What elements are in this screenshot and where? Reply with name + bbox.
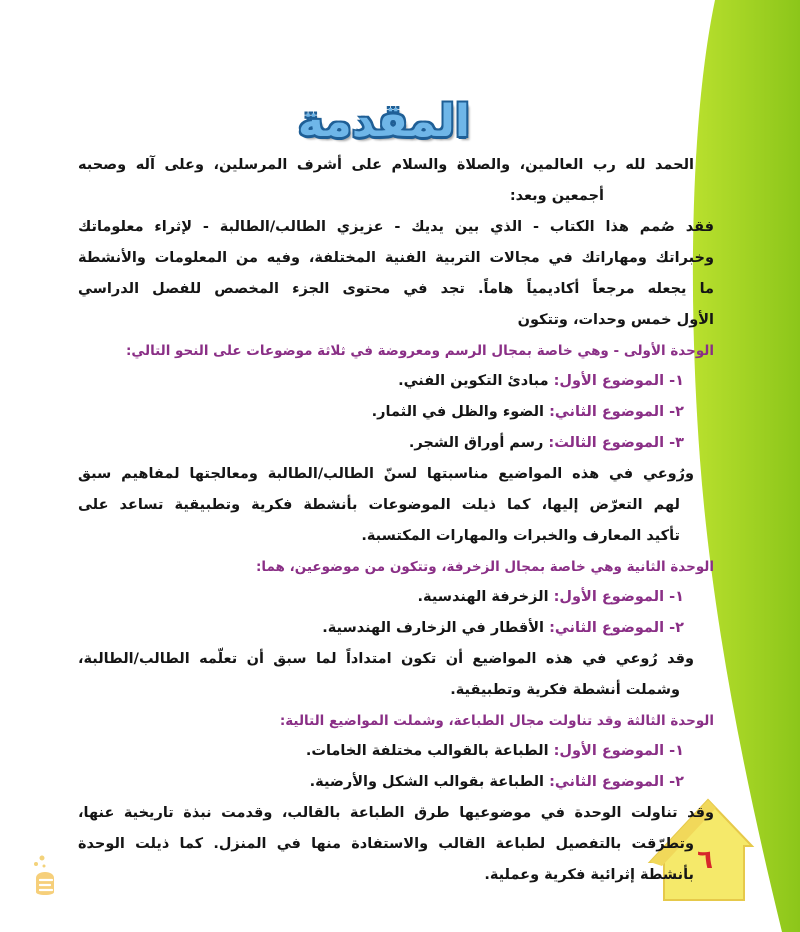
topic-label: ١- الموضوع الأول: (553, 589, 684, 605)
paragraph-line: أجمعين وبعد: (509, 188, 604, 204)
topic-label: ١- الموضوع الأول: (553, 743, 684, 759)
unit-heading: الوحدة الثالثة وقد تناولت مجال الطباعة، وشملت المواضيع التالية: (279, 713, 714, 729)
paragraph-line: لهم التعرّض إليها، كما ذيلت الموضوعات بأنشطة فكرية وتطبيقية تساعد على (78, 497, 680, 513)
paragraph-line: بأنشطة إثرائية فكرية وعملية. (484, 867, 694, 883)
paragraph-line: فقد صُمم هذا الكتاب - الذي بين يديك - عزيزي الطالب/الطالبة - لإثراء معلوماتك (78, 219, 714, 235)
unit-heading: الوحدة الأولى - وهي خاصة بمجال الرسم ومعروضة في ثلاثة موضوعات على النحو التالي: (125, 343, 714, 359)
paragraph-line: وقد تناولت الوحدة في موضوعيها طرق الطباعة بالقالب، وقدمت نبذة تاريخية عنها، (78, 805, 714, 821)
topic-text: الطباعة بالقوالب مختلفة الخامات. (305, 743, 549, 759)
paragraph-line: الأول خمس وحدات، وتتكون (517, 312, 714, 328)
unit-heading: الوحدة الثانية وهي خاصة بمجال الزخرفة، وتتكون من موضوعين، هما: (256, 559, 714, 575)
topic-label: ٣- الموضوع الثالث: (548, 435, 684, 451)
paragraph-line: وخبراتك ومهاراتك في مجالات التربية الفنية المختلفة، وفيه من المعلومات والأنشطة (78, 250, 714, 266)
topic-text: الطباعة بقوالب الشكل والأرضية. (309, 774, 545, 790)
page-title: المقدمة (297, 96, 470, 147)
paragraph-line: ما يجعله مرجعاً أكاديمياً هاماً. تجد في محتوى الجزء المخصص للفصل الدراسي (78, 281, 714, 297)
list-item (78, 767, 684, 798)
introduction-body (78, 150, 714, 891)
paragraph-line: الحمد لله رب العالمين، والصلاة والسلام على أشرف المرسلين، وعلى آله وصحبه (78, 157, 694, 173)
topic-label: ٢- الموضوع الثاني: (549, 404, 684, 420)
list-item (78, 366, 684, 397)
list-item (78, 613, 684, 644)
topic-text: مبادئ التكوين الفني. (398, 373, 549, 389)
topic-label: ٢- الموضوع الثاني: (549, 620, 684, 636)
list-item (78, 397, 684, 428)
paragraph-line: ورُوعي في هذه المواضيع مناسبتها لسنّ الطالب/الطالبة ومعالجتها لمفاهيم سبق (78, 466, 694, 482)
list-item (78, 428, 684, 459)
topic-text: الزخرفة الهندسية. (417, 589, 549, 605)
page-number: ٦ (697, 845, 713, 875)
paragraph-line: وشملت أنشطة فكرية وتطبيقية. (450, 682, 680, 698)
topic-label: ٢- الموضوع الثاني: (549, 774, 684, 790)
list-item (78, 736, 684, 767)
topic-text: الضوء والظل في الثمار. (371, 404, 545, 420)
topic-label: ١- الموضوع الأول: (553, 373, 684, 389)
list-item (78, 582, 684, 613)
paragraph-line: وقد رُوعي في هذه المواضيع أن تكون امتداداً لما سبق أن تعلّمه الطالب/الطالبة، (78, 651, 694, 667)
paragraph-line: وتطرّقت بالتفصيل لطباعة القالب والاستفادة منها في المنزل. كما ذيلت الوحدة (78, 836, 694, 852)
paragraph-line: تأكيد المعارف والخبرات والمهارات المكتسبة. (361, 528, 680, 544)
topic-text: رسم أوراق الشجر. (408, 435, 544, 451)
topic-text: الأقطار في الزخارف الهندسية. (322, 620, 545, 636)
